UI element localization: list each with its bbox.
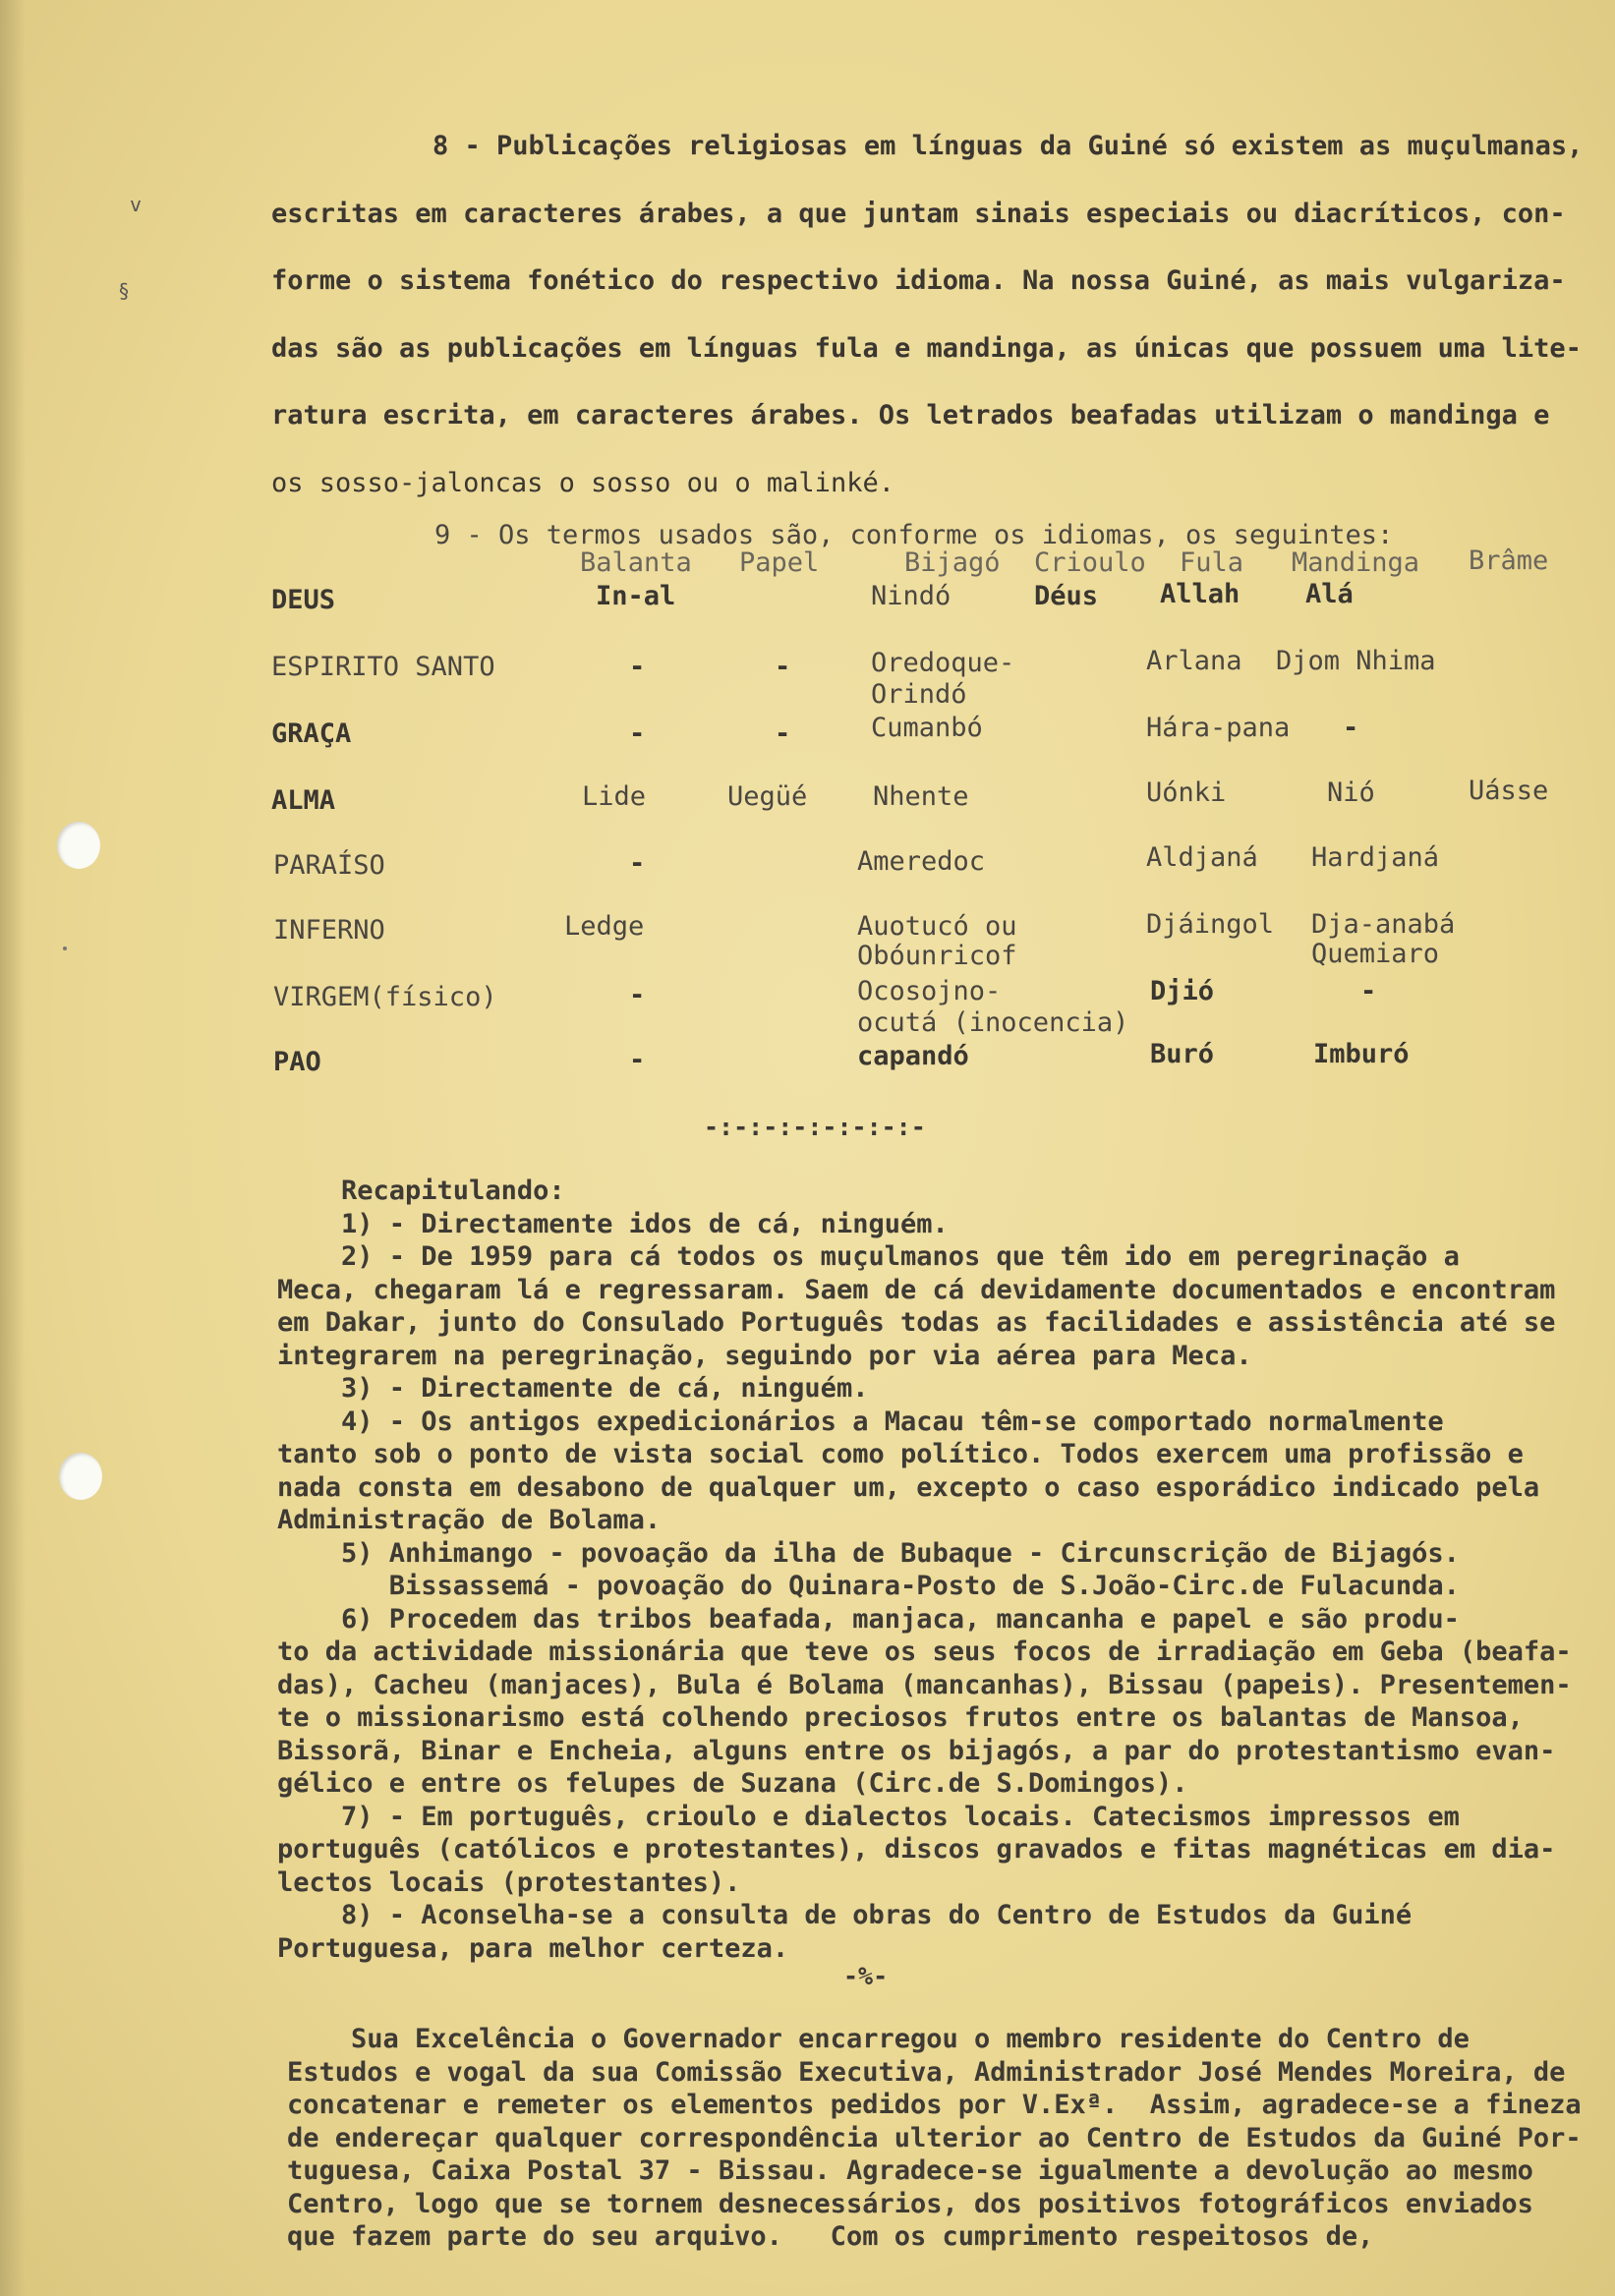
- cell-balanta: -: [629, 1045, 646, 1075]
- text-line: 3) - Directamente de cá, ninguém.: [277, 1373, 869, 1404]
- text-line: Administração de Bolama.: [277, 1505, 662, 1535]
- cell-fula: Djáingol: [1146, 909, 1275, 940]
- cell-mandinga: -: [1343, 713, 1359, 743]
- text-line: das são as publicações em línguas fula e mandinga, as únicas que possuem uma lite-: [271, 332, 1582, 364]
- cell-bijago: Ocosojno-: [857, 976, 1002, 1006]
- cell-bijago: Nindó: [871, 581, 952, 611]
- section-8-paragraph: [271, 113, 1598, 517]
- text-line: Estudos e vogal da sua Comissão Executiva, Administrador José Mendes Moreira, de: [287, 2056, 1566, 2088]
- text-line: Sua Excelência o Governador encarregou o membro residente do Centro de: [287, 2024, 1470, 2054]
- text-line: em Dakar, junto do Consulado Português todas as facilidades e assistência até se: [277, 1307, 1556, 1338]
- text-line: 4) - Os antigos expedicionários a Macau têm-se comportado normalmente: [277, 1406, 1444, 1437]
- table-intro: 9 - Os termos usados são, conforme os idiomas, os seguintes:: [434, 520, 1394, 550]
- text-line: nada consta em desabono de qualquer um, excepto o caso esporádico indicado pela: [277, 1471, 1540, 1503]
- cell-fula: Uónki: [1146, 777, 1227, 808]
- row-term: GRAÇA: [271, 718, 352, 749]
- cell-bijago-cont: Orindó: [871, 679, 967, 710]
- text-line: escritas em caracteres árabes, a que juntam sinais especiais ou diacríticos, con-: [271, 198, 1566, 229]
- text-line: 8 - Publicações religiosas em línguas da Guiné só existem as muçulmanas,: [433, 131, 1584, 161]
- text-line: 6) Procedem das tribos beafada, manjaca, mancanha e papel e são produ-: [277, 1603, 1460, 1635]
- cell-balanta: -: [629, 848, 646, 879]
- cell-bijago-cont: ocutá (inocencia): [857, 1007, 1129, 1038]
- cell-mandinga: Hardjaná: [1311, 842, 1440, 873]
- text-line: lectos locais (protestantes).: [277, 1866, 741, 1898]
- text-line: Recapitulando:: [277, 1176, 565, 1206]
- margin-dot: [63, 947, 67, 950]
- text-line: to da actividade missionária que teve os seus focos de irradiação em Geba (beafa-: [277, 1636, 1572, 1667]
- text-line: os sosso-jaloncas o sosso ou o malinké.: [271, 467, 894, 498]
- cell-fula: Allah: [1160, 579, 1240, 609]
- column-header-crioulo: Crioulo: [1034, 547, 1146, 578]
- cell-balanta: -: [629, 980, 646, 1010]
- text-line: português (católicos e protestantes), discos gravados e fitas magnéticas em dia-: [277, 1834, 1556, 1865]
- text-line: 7) - Em português, crioulo e dialectos locais. Catecismos impressos em: [277, 1801, 1460, 1832]
- cell-bijago: Ameredoc: [857, 846, 986, 877]
- row-term: PAO: [273, 1047, 321, 1077]
- text-line: gélico e entre os felupes de Suzana (Circ.de S.Domingos).: [277, 1768, 1188, 1799]
- column-header-balanta: Balanta: [580, 547, 692, 578]
- text-line: concatenar e remeter os elementos pedidos por V.Exª. Assim, agradece-se a fineza: [287, 2090, 1582, 2120]
- text-line: tanto sob o ponto de vista social como político. Todos exercem uma profissão e: [277, 1439, 1524, 1469]
- recap-section: [277, 1175, 1604, 1965]
- cell-mandinga: Imburó: [1313, 1039, 1410, 1069]
- closing-paragraph: [287, 2023, 1604, 2254]
- text-line: Bissorã, Binar e Encheia, alguns entre os bijagós, a par do protestantismo evan-: [277, 1735, 1556, 1766]
- column-header-brame: Brâme: [1469, 545, 1549, 576]
- cell-balanta: Ledge: [564, 911, 645, 942]
- text-line: te o missionarismo está colhendo preciosos frutos entre os balantas de Mansoa,: [277, 1702, 1524, 1733]
- row-term: INFERNO: [273, 915, 385, 946]
- cell-mandinga: Nió: [1327, 777, 1375, 808]
- cell-papel: Uegüé: [727, 781, 808, 812]
- cell-balanta: -: [629, 652, 646, 682]
- row-term: DEUS: [271, 585, 336, 615]
- cell-fula: Djió: [1150, 976, 1215, 1006]
- text-line: que fazem parte do seu arquivo. Com os cumprimento respeitosos de,: [287, 2221, 1374, 2252]
- row-term: ALMA: [271, 785, 336, 816]
- cell-balanta: Lide: [582, 781, 647, 812]
- text-line: Centro, logo que se tornem desnecessários, dos positivos fotográficos enviados: [287, 2188, 1533, 2219]
- section-separator: -:-:-:-:-:-:-:-: [704, 1113, 926, 1141]
- text-line: de endereçar qualquer correspondência ulterior ao Centro de Estudos da Guiné Por-: [287, 2122, 1582, 2153]
- column-header-papel: Papel: [739, 547, 820, 578]
- column-header-fula: Fula: [1180, 547, 1244, 578]
- text-line: ratura escrita, em caracteres árabes. Os letrados beafadas utilizam o mandinga e: [271, 400, 1550, 430]
- text-line: Meca, chegaram lá e regressaram. Saem de cá devidamente documentados e encontram: [277, 1274, 1556, 1305]
- cell-bijago: Oredoque-: [871, 648, 1015, 678]
- cell-papel: -: [775, 652, 791, 682]
- text-line: Bissassemá - povoação do Quinara-Posto de S.João-Circ.de Fulacunda.: [277, 1571, 1460, 1601]
- text-line: 5) Anhimango - povoação da ilha de Bubaque - Circunscrição de Bijagós.: [277, 1537, 1460, 1569]
- cell-brame: Uásse: [1469, 775, 1549, 806]
- margin-mark-v: v: [130, 193, 143, 216]
- text-line: tuguesa, Caixa Postal 37 - Bissau. Agradece-se igualmente a devolução ao mesmo: [287, 2155, 1533, 2186]
- cell-papel: -: [775, 718, 791, 749]
- text-line: 1) - Directamente idos de cá, ninguém.: [277, 1208, 949, 1239]
- cell-fula: Buró: [1150, 1039, 1215, 1069]
- cell-mandinga: Dja-anabá: [1311, 909, 1456, 940]
- column-header-bijago: Bijagó: [904, 547, 1001, 578]
- cell-mandinga: Djom Nhima: [1276, 646, 1436, 676]
- punch-hole-bottom: [59, 1453, 102, 1500]
- cell-crioulo: Déus: [1034, 581, 1099, 611]
- column-header-mandinga: Mandinga: [1292, 547, 1420, 578]
- cell-fula: Arlana: [1146, 646, 1242, 676]
- row-term: ESPIRITO SANTO: [271, 652, 495, 682]
- cell-fula: Aldjaná: [1146, 842, 1258, 873]
- row-term: PARAÍSO: [273, 850, 385, 881]
- page-edge-shadow: [0, 0, 26, 2296]
- cell-bijago: Cumanbó: [871, 713, 983, 743]
- text-line: das), Cacheu (manjaces), Bula é Bolama (mancanhas), Bissau (papeis). Presentemen-: [277, 1669, 1572, 1700]
- cell-bijago: capandó: [857, 1041, 969, 1071]
- text-line: Portuguesa, para melhor certeza.: [277, 1932, 789, 1964]
- cell-balanta: In-al: [596, 581, 676, 611]
- text-line: forme o sistema fonético do respectivo idioma. Na nossa Guiné, as mais vulgariza-: [271, 265, 1566, 296]
- cell-mandinga: Alá: [1305, 579, 1354, 609]
- cell-fula: Hára-pana: [1146, 713, 1291, 743]
- row-term: VIRGEM(físico): [273, 982, 497, 1012]
- text-line: integrarem na peregrinação, seguindo por via aérea para Meca.: [277, 1340, 1252, 1371]
- cell-mandinga-cont: Quemiaro: [1311, 939, 1440, 969]
- text-line: 8) - Aconselha-se a consulta de obras do Centro de Estudos da Guiné: [277, 1900, 1413, 1930]
- punch-hole-top: [57, 822, 100, 869]
- cell-bijago: Auotucó ou: [857, 911, 1017, 942]
- cell-balanta: -: [629, 718, 646, 749]
- text-line: 2) - De 1959 para cá todos os muçulmanos que têm ido em peregrinação a: [277, 1241, 1460, 1272]
- cell-bijago: Nhente: [873, 781, 969, 812]
- section-separator: -%-: [843, 1962, 889, 1990]
- margin-mark-s: §: [118, 279, 131, 303]
- cell-bijago-cont: Obóunricof: [857, 941, 1017, 971]
- cell-mandinga: -: [1360, 976, 1377, 1006]
